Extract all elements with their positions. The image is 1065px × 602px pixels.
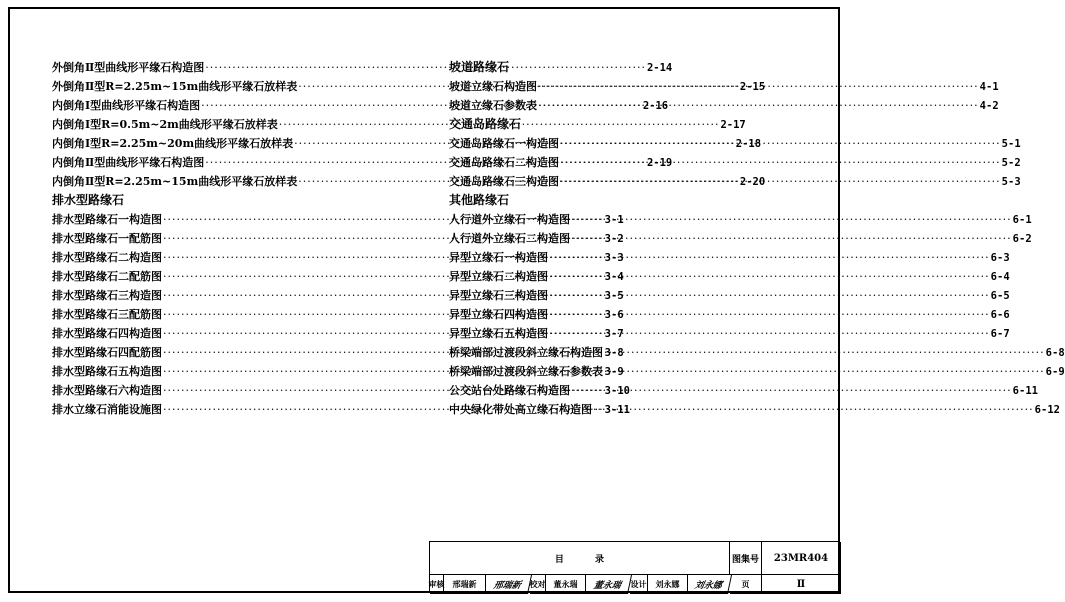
toc-entry-title: 异型立缘石二构造图 (449, 270, 548, 283)
toc-entry-title: 内倒角Ⅱ型R=2.25m~15m曲线形平缘石放样表 (52, 175, 298, 188)
toc-entry-page: 6-5 (990, 290, 1010, 302)
toc-entry (449, 362, 1065, 381)
toc-entry-title: 排水型路缘石五构造图 (52, 365, 162, 378)
toc-entry-page: 3-8 (604, 347, 624, 359)
dot-leader (549, 286, 990, 305)
toc-entry-page: 3-1 (604, 214, 624, 226)
atlas-number: 23MR404 (762, 542, 841, 575)
toc-entry-page: 2-16 (642, 100, 669, 112)
toc-entry-title: 异型立缘石五构造图 (449, 327, 548, 340)
review-label: 审核 (430, 575, 444, 594)
toc-entry-page: 2-15 (739, 81, 766, 93)
toc-entry-title: 排水型路缘石三配筋图 (52, 308, 162, 321)
dot-leader (538, 96, 979, 115)
toc-entry-title: 排水型路缘石二配筋图 (52, 270, 162, 283)
toc-entry-page: 6-1 (1012, 214, 1032, 226)
toc-entry-title: 交通岛路缘石一构造图 (449, 137, 559, 150)
dot-leader (593, 400, 1034, 419)
checker-signature: 董永瑞 (584, 575, 632, 594)
toc-entry-title: 内倒角Ⅰ型R=2.25m~20m曲线形平缘石放样表 (52, 137, 294, 150)
toc-entry-title: 异型立缘石一构造图 (449, 251, 548, 264)
dot-leader (604, 362, 1045, 381)
toc-entry-title: 内倒角Ⅱ型曲线形平缘石构造图 (52, 156, 205, 169)
toc-entry-page: 6-3 (990, 252, 1010, 264)
toc-entry-title: 中央绿化带处高立缘石构造图 (449, 403, 592, 416)
toc-entry-page: 2-17 (720, 119, 746, 131)
toc-entry-title: 交通岛路缘石二构造图 (449, 156, 559, 169)
toc-entry-title: 桥梁端部过渡段斜立缘石参数表 (449, 365, 603, 378)
toc-entry-title: 公交站台处路缘石构造图 (449, 384, 570, 397)
toc-entry-page: 5-3 (1001, 176, 1021, 188)
title-block-title: 目 录 (430, 542, 730, 575)
toc-entry (449, 229, 1032, 248)
toc-entry-title: 坡道立缘石构造图 (449, 80, 537, 93)
toc-entry (449, 77, 999, 96)
dot-leader (560, 172, 1001, 191)
dot-leader (560, 134, 1001, 153)
toc-entry-title: 坡道立缘石参数表 (449, 99, 537, 112)
toc-entry-page: 3-5 (604, 290, 624, 302)
toc-entry-title: 人行道外立缘石二构造图 (449, 232, 570, 245)
toc-entry-page: 6-6 (990, 309, 1010, 321)
toc-entry-page: 4-1 (979, 81, 999, 93)
toc-entry-page: 5-2 (1001, 157, 1021, 169)
dot-leader (571, 381, 1012, 400)
toc-entry (449, 305, 1010, 324)
toc-entry (449, 172, 1021, 191)
toc-entry (449, 267, 1010, 286)
toc-entry-page: 2-14 (646, 62, 673, 74)
section-heading-other-curb: 其他路缘石 (449, 193, 510, 207)
toc-entry-page: 3-2 (604, 233, 624, 245)
toc-entry-page: 2-20 (739, 176, 766, 188)
toc-entry-title: 桥梁端部过渡段斜立缘石构造图 (449, 346, 603, 359)
dot-leader (571, 229, 1012, 248)
toc-entry-title: 异型立缘石三构造图 (449, 289, 548, 302)
toc-entry-page: 2-19 (646, 157, 673, 169)
toc-entry (449, 381, 1038, 400)
toc-entry-page: 3-9 (604, 366, 624, 378)
toc-entry-title: 内倒角Ⅰ型曲线形平缘石构造图 (52, 99, 201, 112)
toc-entry-page: 4-2 (979, 100, 999, 112)
dot-leader (571, 210, 1012, 229)
toc-entry-title: 外倒角Ⅱ型R=2.25m~15m曲线形平缘石放样表 (52, 80, 298, 93)
dot-leader (560, 153, 1001, 172)
toc-entry (449, 96, 999, 115)
dot-leader (549, 267, 990, 286)
toc-entry-title: 排水型路缘石四配筋图 (52, 346, 162, 359)
toc-entry-page: 6-12 (1034, 404, 1060, 416)
toc-entry-title: 排水型路缘石六构造图 (52, 384, 162, 397)
toc-entry (449, 286, 1010, 305)
toc-entry (449, 134, 1021, 153)
section-heading-ramp-curb: 坡道路缘石 (449, 60, 510, 74)
toc-entry-title: 内倒角Ⅰ型R=0.5m~2m曲线形平缘石放样表 (52, 118, 278, 131)
section-heading-island-curb: 交通岛路缘石 (449, 117, 522, 131)
design-label: 设计 (630, 575, 648, 594)
toc-entry-page: 3-3 (604, 252, 624, 264)
page-label: 页 (730, 575, 762, 594)
checker-name: 董永瑞 (546, 575, 586, 594)
toc-entry (449, 400, 1060, 419)
toc-entry-title: 交通岛路缘石三构造图 (449, 175, 559, 188)
dot-leader (549, 248, 990, 267)
dot-leader (604, 343, 1045, 362)
toc-entry-page: 5-1 (1001, 138, 1021, 150)
toc-entry-title: 排水型路缘石一构造图 (52, 213, 162, 226)
toc-entry (449, 210, 1032, 229)
toc-entry-page: 6-4 (990, 271, 1010, 283)
toc-entry-page: 2-18 (735, 138, 762, 150)
reviewer-signature: 邢瑞新 (484, 575, 532, 594)
atlas-number-label: 图集号 (730, 542, 762, 575)
toc-entry-title: 排水型路缘石一配筋图 (52, 232, 162, 245)
toc-entry-page: 6-11 (1012, 385, 1038, 397)
toc-entry-title: 排水型路缘石二构造图 (52, 251, 162, 264)
section-heading-drainage-curb: 排水型路缘石 (52, 193, 125, 207)
toc-entry-page: 6-7 (990, 328, 1010, 340)
reviewer-name: 邢瑞新 (444, 575, 486, 594)
toc-entry-page: 6-8 (1045, 347, 1065, 359)
title-block (429, 541, 840, 593)
toc-entry-title: 排水型路缘石四构造图 (52, 327, 162, 340)
page-value: Ⅱ (762, 575, 841, 594)
toc-entry-title: 排水型路缘石三构造图 (52, 289, 162, 302)
dot-leader (538, 77, 979, 96)
toc-entry-title: 人行道外立缘石一构造图 (449, 213, 570, 226)
toc-entry-page: 3-7 (604, 328, 624, 340)
toc-entry (449, 324, 1010, 343)
toc-entry-title: 排水立缘石消能设施图 (52, 403, 162, 416)
toc-entry-title: 外倒角Ⅱ型曲线形平缘石构造图 (52, 61, 205, 74)
check-label: 校对 (530, 575, 546, 594)
toc-entry (449, 343, 1065, 362)
toc-entry-page: 3-6 (604, 309, 624, 321)
dot-leader (549, 305, 990, 324)
toc-entry-page: 6-2 (1012, 233, 1032, 245)
toc-right-column (449, 58, 1065, 419)
dot-leader (549, 324, 990, 343)
designer-name: 刘永娜 (648, 575, 688, 594)
toc-entry-page: 3-10 (604, 385, 630, 397)
toc-entry-page: 3-4 (604, 271, 624, 283)
toc-entry (449, 153, 1021, 172)
toc-entry-page: 3-11 (604, 404, 630, 416)
toc-entry-page: 6-9 (1045, 366, 1065, 378)
designer-signature: 刘永娜 (686, 575, 732, 594)
toc-entry (449, 248, 1010, 267)
toc-entry-title: 异型立缘石四构造图 (449, 308, 548, 321)
